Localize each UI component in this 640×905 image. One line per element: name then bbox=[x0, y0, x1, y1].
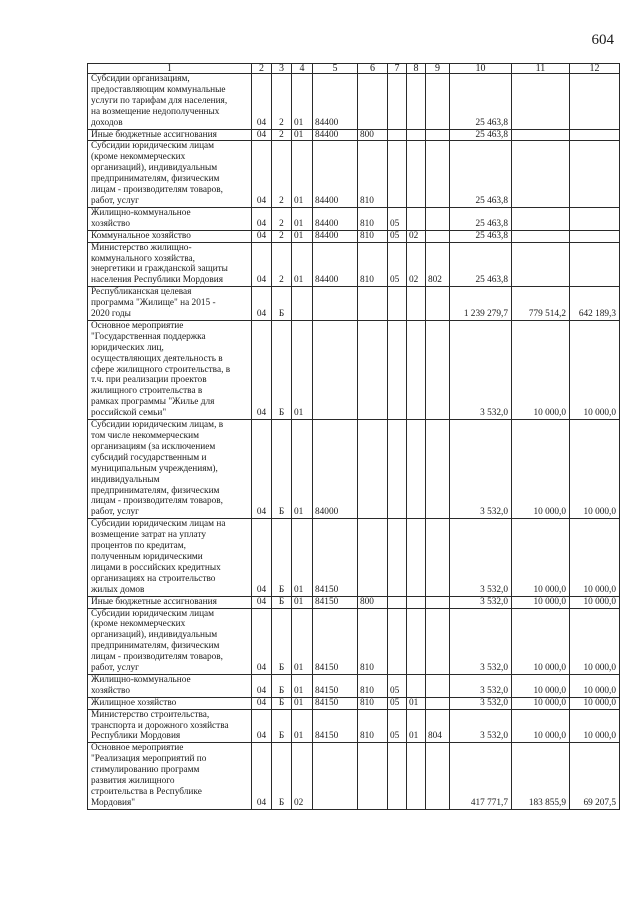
cell-col-8 bbox=[407, 596, 426, 608]
cell-col-12: 10 000,0 bbox=[570, 420, 620, 519]
cell-col-4: 01 bbox=[292, 207, 313, 230]
cell-col-11: 10 000,0 bbox=[512, 674, 570, 697]
cell-col-7 bbox=[388, 608, 407, 674]
column-header-10: 10 bbox=[450, 64, 512, 74]
cell-col-12 bbox=[570, 242, 620, 287]
cell-col-2: 04 bbox=[252, 596, 272, 608]
cell-col-11 bbox=[512, 141, 570, 207]
cell-col-5 bbox=[313, 287, 358, 321]
table-row bbox=[88, 674, 620, 697]
cell-col-2: 04 bbox=[252, 207, 272, 230]
cell-col-10: 3 532,0 bbox=[450, 709, 512, 743]
cell-col-10: 3 532,0 bbox=[450, 697, 512, 709]
cell-col-6: 810 bbox=[358, 608, 388, 674]
cell-col-5: 84150 bbox=[313, 608, 358, 674]
cell-col-10: 25 463,8 bbox=[450, 74, 512, 130]
cell-col-10: 25 463,8 bbox=[450, 242, 512, 287]
cell-col-2: 04 bbox=[252, 608, 272, 674]
cell-col-4: 01 bbox=[292, 519, 313, 596]
cell-col-6 bbox=[358, 74, 388, 130]
cell-col-9: 802 bbox=[426, 242, 450, 287]
cell-col-10: 25 463,8 bbox=[450, 141, 512, 207]
row-name: Жилищно-коммунальное хозяйство bbox=[88, 674, 252, 697]
cell-col-4: 01 bbox=[292, 608, 313, 674]
cell-col-2: 04 bbox=[252, 697, 272, 709]
cell-col-11: 10 000,0 bbox=[512, 608, 570, 674]
cell-col-3: Б bbox=[272, 674, 292, 697]
cell-col-6: 810 bbox=[358, 141, 388, 207]
cell-col-3: Б bbox=[272, 287, 292, 321]
column-header-8: 8 bbox=[407, 64, 426, 74]
header-row bbox=[88, 64, 620, 74]
cell-col-6: 810 bbox=[358, 207, 388, 230]
column-header-2: 2 bbox=[252, 64, 272, 74]
cell-col-3: 2 bbox=[272, 207, 292, 230]
cell-col-10: 3 532,0 bbox=[450, 608, 512, 674]
cell-col-10: 3 532,0 bbox=[450, 596, 512, 608]
cell-col-2: 04 bbox=[252, 242, 272, 287]
cell-col-5: 84150 bbox=[313, 709, 358, 743]
cell-col-4: 02 bbox=[292, 743, 313, 809]
row-name: Субсидии юридическим лицам на возмещение затрат на уплату процентов по кредитам, полученным юридическими лицами в российских кредитных организациях на строительство жилых домов bbox=[88, 519, 252, 596]
cell-col-5: 84150 bbox=[313, 697, 358, 709]
cell-col-6: 810 bbox=[358, 674, 388, 697]
row-name: Коммунальное хозяйство bbox=[88, 230, 252, 242]
cell-col-7 bbox=[388, 74, 407, 130]
cell-col-2: 04 bbox=[252, 129, 272, 141]
cell-col-12: 10 000,0 bbox=[570, 697, 620, 709]
cell-col-11: 10 000,0 bbox=[512, 596, 570, 608]
cell-col-2: 04 bbox=[252, 743, 272, 809]
cell-col-3: Б bbox=[272, 596, 292, 608]
cell-col-4: 01 bbox=[292, 129, 313, 141]
cell-col-5: 84400 bbox=[313, 242, 358, 287]
cell-col-6 bbox=[358, 420, 388, 519]
cell-col-11 bbox=[512, 74, 570, 130]
cell-col-2: 04 bbox=[252, 230, 272, 242]
table-row bbox=[88, 74, 620, 130]
cell-col-9: 804 bbox=[426, 709, 450, 743]
cell-col-4: 01 bbox=[292, 697, 313, 709]
cell-col-10: 3 532,0 bbox=[450, 674, 512, 697]
cell-col-9 bbox=[426, 74, 450, 130]
cell-col-4: 01 bbox=[292, 709, 313, 743]
cell-col-9 bbox=[426, 420, 450, 519]
cell-col-12 bbox=[570, 207, 620, 230]
cell-col-3: Б bbox=[272, 608, 292, 674]
table-row bbox=[88, 709, 620, 743]
row-name: Жилищно-коммунальное хозяйство bbox=[88, 207, 252, 230]
cell-col-3: Б bbox=[272, 320, 292, 419]
table-row bbox=[88, 697, 620, 709]
cell-col-7: 05 bbox=[388, 207, 407, 230]
cell-col-6 bbox=[358, 743, 388, 809]
cell-col-7: 05 bbox=[388, 230, 407, 242]
cell-col-11: 779 514,2 bbox=[512, 287, 570, 321]
row-name: Субсидии юридическим лицам, в том числе некоммерческим организациям (за исключением субсидий государственным и муниципальным учреждениям), индивидуальным предпринимателям, физическим лицам - производителям товаров, работ, услуг bbox=[88, 420, 252, 519]
cell-col-6: 800 bbox=[358, 596, 388, 608]
cell-col-9 bbox=[426, 129, 450, 141]
cell-col-5 bbox=[313, 320, 358, 419]
cell-col-3: Б bbox=[272, 420, 292, 519]
cell-col-2: 04 bbox=[252, 74, 272, 130]
row-name: Министерство жилищно- коммунального хозяйства, энергетики и гражданской защиты населения Республики Мордовия bbox=[88, 242, 252, 287]
cell-col-12 bbox=[570, 74, 620, 130]
row-name: Иные бюджетные ассигнования bbox=[88, 129, 252, 141]
cell-col-11 bbox=[512, 230, 570, 242]
cell-col-11 bbox=[512, 242, 570, 287]
cell-col-6: 810 bbox=[358, 242, 388, 287]
column-header-11: 11 bbox=[512, 64, 570, 74]
column-header-9: 9 bbox=[426, 64, 450, 74]
column-header-4: 4 bbox=[292, 64, 313, 74]
cell-col-12 bbox=[570, 230, 620, 242]
table-row bbox=[88, 596, 620, 608]
cell-col-3: 2 bbox=[272, 129, 292, 141]
cell-col-12: 642 189,3 bbox=[570, 287, 620, 321]
row-name: Жилищное хозяйство bbox=[88, 697, 252, 709]
cell-col-5: 84150 bbox=[313, 519, 358, 596]
table-row bbox=[88, 519, 620, 596]
cell-col-3: Б bbox=[272, 709, 292, 743]
cell-col-11: 10 000,0 bbox=[512, 420, 570, 519]
table-row bbox=[88, 743, 620, 809]
cell-col-2: 04 bbox=[252, 674, 272, 697]
cell-col-2: 04 bbox=[252, 709, 272, 743]
cell-col-2: 04 bbox=[252, 141, 272, 207]
table-row bbox=[88, 230, 620, 242]
cell-col-5: 84400 bbox=[313, 74, 358, 130]
cell-col-4: 01 bbox=[292, 674, 313, 697]
cell-col-12: 10 000,0 bbox=[570, 709, 620, 743]
column-header-7: 7 bbox=[388, 64, 407, 74]
cell-col-12: 10 000,0 bbox=[570, 596, 620, 608]
cell-col-7 bbox=[388, 129, 407, 141]
cell-col-5: 84400 bbox=[313, 230, 358, 242]
cell-col-11 bbox=[512, 129, 570, 141]
page-number: 604 bbox=[591, 32, 614, 48]
cell-col-2: 04 bbox=[252, 287, 272, 321]
cell-col-5: 84000 bbox=[313, 420, 358, 519]
cell-col-10: 3 532,0 bbox=[450, 320, 512, 419]
cell-col-8 bbox=[407, 74, 426, 130]
cell-col-8 bbox=[407, 287, 426, 321]
cell-col-2: 04 bbox=[252, 519, 272, 596]
cell-col-9 bbox=[426, 230, 450, 242]
table-row bbox=[88, 207, 620, 230]
cell-col-5: 84400 bbox=[313, 141, 358, 207]
cell-col-9 bbox=[426, 596, 450, 608]
row-name: Субсидии организациям, предоставляющим коммунальные услуги по тарифам для населения, на возмещение недополученных доходов bbox=[88, 74, 252, 130]
cell-col-4: 01 bbox=[292, 420, 313, 519]
cell-col-8 bbox=[407, 420, 426, 519]
cell-col-11: 183 855,9 bbox=[512, 743, 570, 809]
cell-col-9 bbox=[426, 674, 450, 697]
budget-table bbox=[87, 63, 620, 810]
cell-col-3: Б bbox=[272, 697, 292, 709]
cell-col-4: 01 bbox=[292, 141, 313, 207]
cell-col-8 bbox=[407, 743, 426, 809]
cell-col-6: 810 bbox=[358, 709, 388, 743]
cell-col-9 bbox=[426, 608, 450, 674]
cell-col-6 bbox=[358, 320, 388, 419]
cell-col-10: 25 463,8 bbox=[450, 230, 512, 242]
cell-col-10: 3 532,0 bbox=[450, 420, 512, 519]
cell-col-11: 10 000,0 bbox=[512, 320, 570, 419]
cell-col-8 bbox=[407, 129, 426, 141]
table-row bbox=[88, 320, 620, 419]
cell-col-8 bbox=[407, 207, 426, 230]
cell-col-10: 417 771,7 bbox=[450, 743, 512, 809]
row-name: Основное мероприятие "Реализация мероприятий по стимулированию программ развития жилищного строительства в Республике Мордовия" bbox=[88, 743, 252, 809]
cell-col-5: 84150 bbox=[313, 674, 358, 697]
cell-col-3: 2 bbox=[272, 242, 292, 287]
cell-col-4: 01 bbox=[292, 74, 313, 130]
cell-col-10: 25 463,8 bbox=[450, 207, 512, 230]
cell-col-9 bbox=[426, 697, 450, 709]
cell-col-3: 2 bbox=[272, 230, 292, 242]
cell-col-9 bbox=[426, 320, 450, 419]
cell-col-12: 10 000,0 bbox=[570, 608, 620, 674]
cell-col-7 bbox=[388, 320, 407, 419]
cell-col-7: 05 bbox=[388, 697, 407, 709]
cell-col-5: 84400 bbox=[313, 207, 358, 230]
row-name: Министерство строительства, транспорта и дорожного хозяйства Республики Мордовия bbox=[88, 709, 252, 743]
cell-col-4 bbox=[292, 287, 313, 321]
table-row bbox=[88, 141, 620, 207]
cell-col-11 bbox=[512, 207, 570, 230]
cell-col-8 bbox=[407, 674, 426, 697]
cell-col-7: 05 bbox=[388, 709, 407, 743]
cell-col-2: 04 bbox=[252, 320, 272, 419]
cell-col-7 bbox=[388, 743, 407, 809]
row-name: Иные бюджетные ассигнования bbox=[88, 596, 252, 608]
cell-col-9 bbox=[426, 207, 450, 230]
cell-col-6 bbox=[358, 287, 388, 321]
cell-col-7: 05 bbox=[388, 242, 407, 287]
table-row bbox=[88, 242, 620, 287]
table-row bbox=[88, 608, 620, 674]
cell-col-7 bbox=[388, 519, 407, 596]
cell-col-4: 01 bbox=[292, 320, 313, 419]
cell-col-8: 01 bbox=[407, 709, 426, 743]
cell-col-6: 810 bbox=[358, 697, 388, 709]
cell-col-6 bbox=[358, 519, 388, 596]
column-header-5: 5 bbox=[313, 64, 358, 74]
table-header bbox=[88, 64, 620, 74]
row-name: Субсидии юридическим лицам (кроме некоммерческих организаций), индивидуальным предпринимателям, физическим лицам - производителям товаров, работ, услуг bbox=[88, 141, 252, 207]
cell-col-7 bbox=[388, 141, 407, 207]
cell-col-7: 05 bbox=[388, 674, 407, 697]
cell-col-10: 25 463,8 bbox=[450, 129, 512, 141]
cell-col-6: 810 bbox=[358, 230, 388, 242]
cell-col-8: 02 bbox=[407, 242, 426, 287]
cell-col-12: 10 000,0 bbox=[570, 519, 620, 596]
cell-col-8: 02 bbox=[407, 230, 426, 242]
column-header-6: 6 bbox=[358, 64, 388, 74]
cell-col-7 bbox=[388, 596, 407, 608]
cell-col-5: 84400 bbox=[313, 129, 358, 141]
cell-col-8 bbox=[407, 320, 426, 419]
cell-col-4: 01 bbox=[292, 230, 313, 242]
cell-col-11: 10 000,0 bbox=[512, 709, 570, 743]
cell-col-11: 10 000,0 bbox=[512, 697, 570, 709]
cell-col-10: 1 239 279,7 bbox=[450, 287, 512, 321]
cell-col-11: 10 000,0 bbox=[512, 519, 570, 596]
cell-col-4: 01 bbox=[292, 596, 313, 608]
cell-col-3: 2 bbox=[272, 74, 292, 130]
cell-col-10: 3 532,0 bbox=[450, 519, 512, 596]
row-name: Республиканская целевая программа "Жилище" на 2015 - 2020 годы bbox=[88, 287, 252, 321]
cell-col-2: 04 bbox=[252, 420, 272, 519]
table-body bbox=[88, 74, 620, 810]
cell-col-3: Б bbox=[272, 743, 292, 809]
cell-col-4: 01 bbox=[292, 242, 313, 287]
cell-col-5 bbox=[313, 743, 358, 809]
cell-col-12: 10 000,0 bbox=[570, 674, 620, 697]
table-row bbox=[88, 129, 620, 141]
cell-col-9 bbox=[426, 141, 450, 207]
cell-col-12 bbox=[570, 129, 620, 141]
cell-col-6: 800 bbox=[358, 129, 388, 141]
column-header-12: 12 bbox=[570, 64, 620, 74]
cell-col-12: 10 000,0 bbox=[570, 320, 620, 419]
cell-col-9 bbox=[426, 519, 450, 596]
cell-col-8: 01 bbox=[407, 697, 426, 709]
row-name: Основное мероприятие "Государственная поддержка юридических лиц, осуществляющих деятельность в сфере жилищного строительства, в т.ч. при реализации проектов жилищного строительства в рамках программы "Жилье для российской семьи" bbox=[88, 320, 252, 419]
cell-col-5: 84150 bbox=[313, 596, 358, 608]
cell-col-3: 2 bbox=[272, 141, 292, 207]
cell-col-8 bbox=[407, 519, 426, 596]
row-name: Субсидии юридическим лицам (кроме некоммерческих организаций), индивидуальным предпринимателям, физическим лицам - производителям товаров, работ, услуг bbox=[88, 608, 252, 674]
cell-col-9 bbox=[426, 743, 450, 809]
column-header-3: 3 bbox=[272, 64, 292, 74]
cell-col-8 bbox=[407, 608, 426, 674]
cell-col-12 bbox=[570, 141, 620, 207]
cell-col-12: 69 207,5 bbox=[570, 743, 620, 809]
cell-col-3: Б bbox=[272, 519, 292, 596]
table-row bbox=[88, 420, 620, 519]
column-header-1: 1 bbox=[88, 64, 252, 74]
cell-col-9 bbox=[426, 287, 450, 321]
cell-col-8 bbox=[407, 141, 426, 207]
cell-col-7 bbox=[388, 420, 407, 519]
table-row bbox=[88, 287, 620, 321]
cell-col-7 bbox=[388, 287, 407, 321]
